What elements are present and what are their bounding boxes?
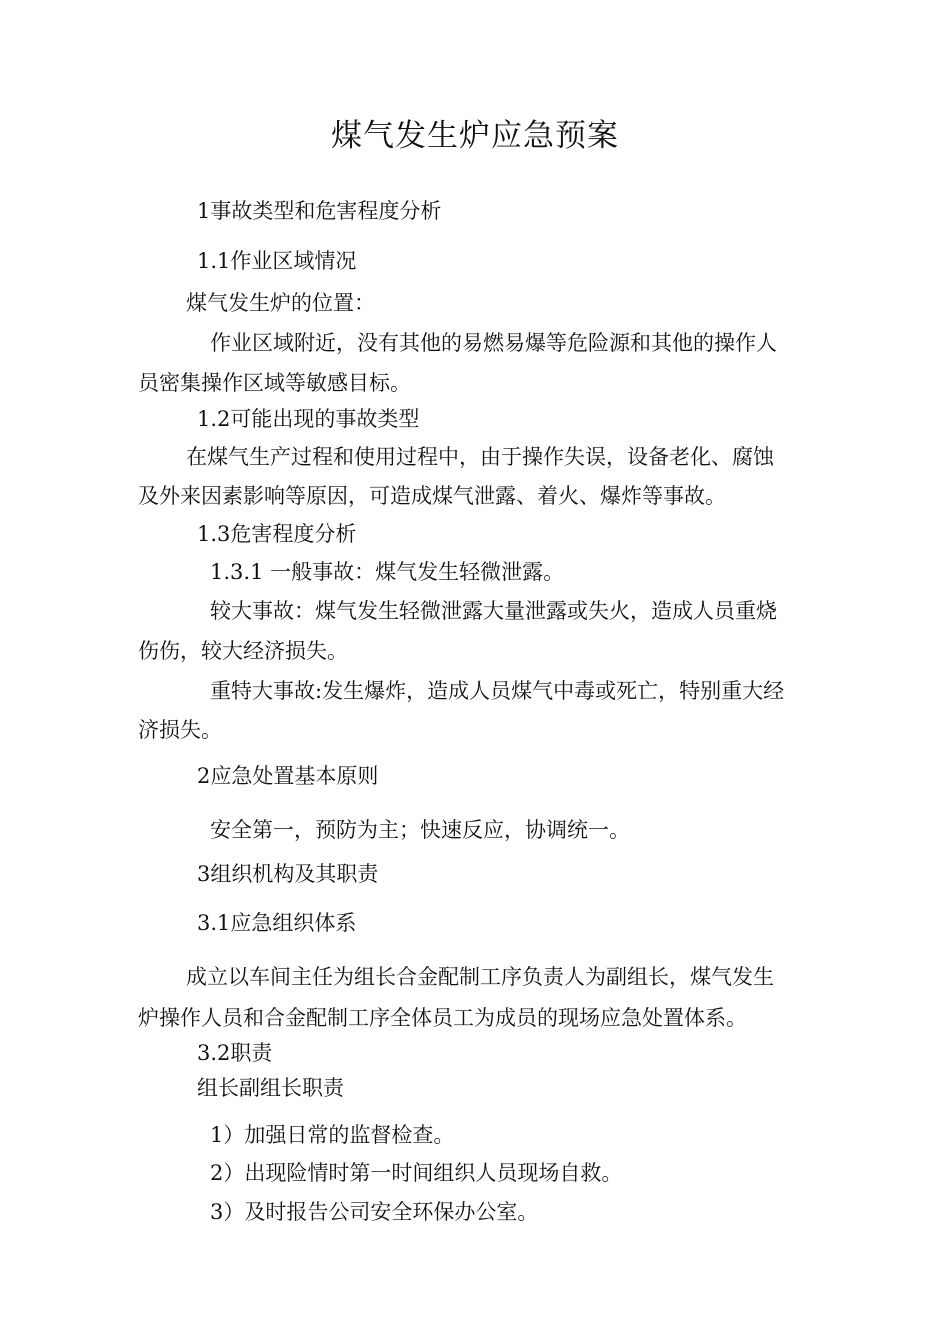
section-1-heading: 1事故类型和危害程度分析 [197, 199, 442, 223]
accident-types-line-2: 及外来因素影响等原因，可造成煤气泄露、着火、爆炸等事故。 [138, 484, 726, 508]
duty-item-3: 3）及时报告公司安全环保办公室。 [210, 1200, 539, 1224]
section-2-heading: 2应急处置基本原则 [197, 764, 379, 788]
severe-accident-line-1: 重特大事故:发生爆炸，造成人员煤气中毒或死亡，特别重大经 [210, 679, 785, 703]
section-1-3-heading: 1.3危害程度分析 [197, 522, 357, 546]
section-3-2-heading: 3.2职责 [197, 1041, 273, 1065]
location-label: 煤气发生炉的位置： [186, 291, 375, 315]
section-1-1-heading: 1.1作业区域情况 [197, 249, 357, 273]
major-accident-line-2: 伤伤，较大经济损失。 [138, 639, 348, 663]
principle-text: 安全第一，预防为主；快速反应，协调统一。 [210, 818, 630, 842]
accident-types-line-1: 在煤气生产过程和使用过程中，由于操作失误，设备老化、腐蚀 [186, 445, 774, 469]
severe-accident-line-2: 济损失。 [138, 718, 222, 742]
duty-label: 组长副组长职责 [197, 1076, 344, 1100]
major-accident-line-1: 较大事故：煤气发生轻微泄露大量泄露或失火，造成人员重烧 [210, 599, 777, 623]
location-text-line-1: 作业区域附近，没有其他的易燃易爆等危险源和其他的操作人 [210, 331, 777, 355]
section-1-3-1-text: 1.3.1 一般事故：煤气发生轻微泄露。 [210, 560, 565, 584]
location-text-line-2: 员密集操作区域等敏感目标。 [138, 371, 411, 395]
document-title: 煤气发生炉应急预案 [331, 118, 619, 154]
section-1-2-heading: 1.2可能出现的事故类型 [197, 407, 420, 431]
duty-item-2: 2）出现险情时第一时间组织人员现场自救。 [210, 1161, 623, 1185]
section-3-1-heading: 3.1应急组织体系 [197, 911, 357, 935]
org-system-line-1: 成立以车间主任为组长合金配制工序负责人为副组长，煤气发生 [186, 965, 774, 989]
duty-item-1: 1）加强日常的监督检查。 [210, 1123, 455, 1147]
section-3-heading: 3组织机构及其职责 [197, 862, 379, 886]
org-system-line-2: 炉操作人员和合金配制工序全体员工为成员的现场应急处置体系。 [138, 1006, 747, 1030]
